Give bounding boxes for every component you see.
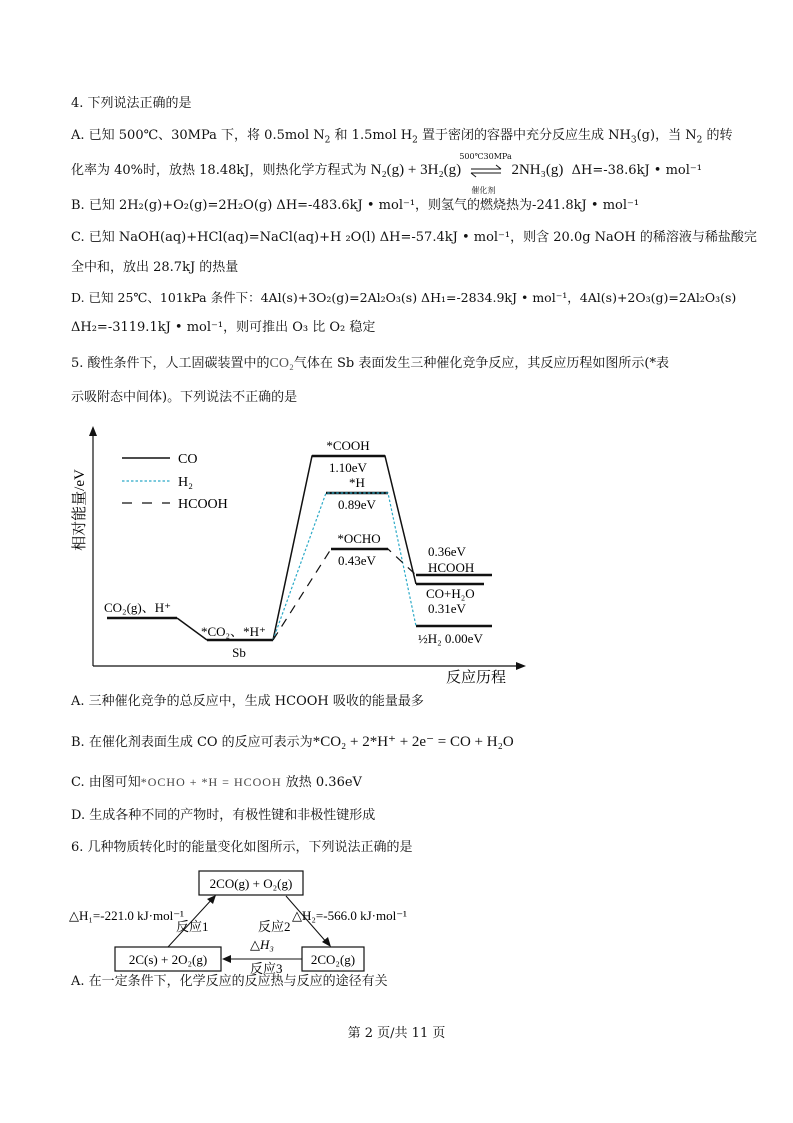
q6-stem: 6. 几种物质转化时的能量变化如图所示，下列说法正确的是	[71, 840, 413, 855]
q4-option-a-line1: A. 已知 500℃、30MPa 下，将 0.5mol $N_2$ 和 1.5mol $H_2$ 置于密闭的容器中充分反应生成 $NH_3(g)$，当 $N_2$ 的转	[71, 128, 733, 146]
q4-option-c-line2: 全中和，放出 28.7kJ 的热量	[71, 260, 239, 275]
page-footer: 第 2 页/共 11 页	[347, 1026, 446, 1041]
arrow-reaction3-head-icon	[222, 955, 231, 963]
energy-cycle-diagram	[64, 864, 434, 976]
label-ocho: *OCHO	[337, 531, 381, 546]
label-h: *H	[349, 475, 365, 490]
x-axis-label: 反应历程	[445, 670, 507, 686]
dh2-label: △H₂=-566.0 kJ·mol⁻¹	[292, 908, 407, 923]
q4-equation-left: N₂(g) + 3H₂(g)	[370, 162, 462, 178]
q4-option-c-line1: C. 已知 NaOH(aq)+HCl(aq)=NaCl(aq)+H ₂O(l) ΔH=-57.4kJ • mol⁻¹，则含 20.0g NaOH 的稀溶液与稀盐酸完	[71, 230, 757, 245]
svg-text:2CO(g) + O₂(g): 2CO(g) + O₂(g)	[209, 876, 293, 891]
reaction3-label: 反应3	[250, 961, 283, 976]
y-axis-arrow-icon	[89, 426, 97, 436]
equilibrium-arrow-icon: 500℃30MPa 催化剂	[459, 151, 512, 195]
energy-profile-chart	[60, 420, 530, 690]
label-co2-adsorbed: *CO₂、*H⁺	[201, 624, 266, 639]
value-co-h2o: 0.31eV	[428, 601, 466, 616]
value-hcooh: 0.36eV	[428, 544, 466, 559]
value-cooh: 1.10eV	[329, 460, 367, 475]
reaction2-label: 反应2	[258, 919, 291, 934]
legend-hcooh-label: HCOOH	[178, 497, 228, 512]
value-h: 0.89eV	[338, 497, 376, 512]
label-h2: ½H₂ 0.00eV	[418, 631, 483, 646]
legend-co-label: CO	[178, 452, 198, 467]
label-co2-h: CO₂(g)、H⁺	[104, 600, 171, 615]
dh1-label: △H₁=-221.0 kJ·mol⁻¹	[69, 908, 184, 923]
label-cooh: *COOH	[326, 438, 370, 453]
q4-stem: 4. 下列说法正确的是	[71, 96, 192, 111]
reaction1-label: 反应1	[176, 919, 209, 934]
q5-option-b: B. 在催化剂表面生成 CO 的反应可表示为*CO₂ + 2*H⁺ + 2e⁻ = CO + H₂O	[71, 734, 514, 750]
x-axis-arrow-icon	[516, 662, 526, 670]
q5-option-d: D. 生成各种不同的产物时，有极性键和非极性键形成	[71, 808, 376, 823]
q5-stem-line2: 示吸附态中间体)。下列说法不正确的是	[71, 390, 298, 405]
q4-equation-right: 2NH₃(g)	[511, 162, 564, 178]
q4-option-b: B. 已知 2H₂(g)+O₂(g)=2H₂O(g) ΔH=-483.6kJ • mol⁻¹，则氢气的燃烧热为-241.8kJ • mol⁻¹	[71, 198, 640, 213]
q5-option-c: C. 由图可知*OCHO + *H = HCOOH 放热 0.36eV	[71, 775, 362, 790]
q4-option-d-line2: ΔH₂=-3119.1kJ • mol⁻¹，则可推出 O₃ 比 O₂ 稳定	[71, 320, 376, 335]
svg-text:2CO₂(g): 2CO₂(g)	[310, 952, 356, 967]
legend-h2-label: H₂	[178, 475, 193, 490]
q5-option-b-equation: *CO₂ + 2*H⁺ + 2e⁻ = CO + H₂O	[312, 734, 514, 750]
y-axis-label: 相对能量/eV	[72, 469, 88, 551]
label-co-h2o: CO+H₂O	[426, 586, 475, 601]
label-hcooh: HCOOH	[428, 560, 475, 575]
dh3-label: △H₃	[250, 937, 274, 952]
q6-option-a: A. 在一定条件下，化学反应的反应热与反应的途径有关	[71, 974, 388, 989]
label-sb: Sb	[232, 645, 246, 660]
q5-stem-line1: 5. 酸性条件下，人工固碳装置中的CO₂气体在 Sb 表面发生三种催化竞争反应，其反应历程如图所示(*表	[71, 356, 669, 371]
q4-option-a-line2: 化率为 40%时，放热 18.48kJ，则热化学方程式为 N₂(g) + 3H₂(g) 500℃30MPa 催化剂 2NH₃(g) ΔH=-38.6kJ • mol⁻¹	[71, 151, 702, 195]
q5-option-a: A. 三种催化竞争的总反应中，生成 HCOOH 吸收的能量最多	[71, 694, 424, 709]
svg-text:2C(s) + 2O₂(g): 2C(s) + 2O₂(g)	[128, 952, 208, 967]
q5-option-c-equation: *OCHO + *H = HCOOH	[140, 775, 282, 789]
value-ocho: 0.43eV	[338, 553, 376, 568]
q4-option-d-line1: D. 已知 25℃、101kPa 条件下：4Al(s)+3O₂(g)=2Al₂O₃(s) ΔH₁=-2834.9kJ • mol⁻¹，4Al(s)+2O₃(g)=2Al₂O₃(s)	[71, 290, 737, 305]
